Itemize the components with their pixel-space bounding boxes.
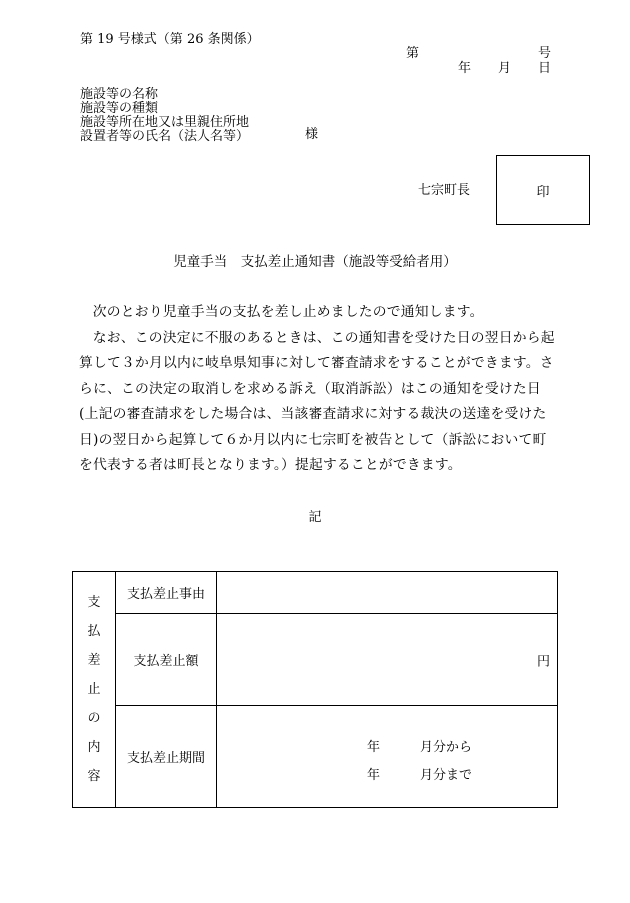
facility-address-label: 施設等所在地又は里親住所地 [80,115,250,130]
period-from-month: 月分から [420,740,473,755]
honorific: 様 [305,127,319,142]
notice-body [79,300,557,479]
amount-unit: 円 [536,654,550,669]
period-value[interactable] [217,706,558,808]
date-day-label: 日 [538,61,552,76]
operator-name-label: 設置者等の氏名（法人名等） [80,129,250,144]
section-label-vertical [73,572,116,808]
form-number: 第 19 号様式（第 26 条関係） [80,32,260,47]
reason-value[interactable] [217,572,558,614]
facility-type-label: 施設等の種類 [80,101,159,116]
facility-name-label: 施設等の名称 [80,87,159,102]
notice-paragraph-1: 次のとおり児童手当の支払を差し止めましたので通知します。 [92,304,484,320]
period-label: 支払差止期間 [116,706,217,808]
seal-box [496,155,590,225]
reason-label: 支払差止事由 [116,572,217,614]
section-char: 払 [87,624,101,639]
period-to-month: 月分まで [420,768,473,783]
recipient-info-block [80,88,249,144]
ki-heading: 記 [308,510,322,525]
date-month-label: 月 [498,61,512,76]
seal-mark: 印 [536,184,550,200]
period-from-year: 年 [367,740,381,755]
document-title: 児童手当 支払差止通知書（施設等受給者用） [173,254,457,270]
section-char: 支 [87,595,101,610]
section-char: 内 [87,740,101,755]
section-char: の [87,711,101,726]
issuer-mayor: 七宗町長 [418,183,471,198]
suspension-details-table [72,571,558,808]
document-number-label: 第 [406,46,420,61]
date-year-label: 年 [458,61,472,76]
period-to-line [367,764,472,783]
notice-paragraph-2: なお、この決定に不服のあるときは、この通知書を受けた日の翌日から起算して３か月以内に岐阜県知事に対して審査請求をすることができます。さらに、この決定の取消しを求める訴え（取消訴訟）はこの通知を受けた日(上記の審査請求をした場合は、当該審査請求に対する裁決の送達を受けた日)の翌日から起算して６か月以内に七宗町を被告として（訴訟において町を代表する者は町長となります。）提起することができます。 [79,329,555,473]
document-number-suffix: 号 [538,46,552,61]
section-char: 容 [87,769,101,784]
section-char: 差 [87,653,101,668]
amount-value[interactable] [217,614,558,706]
section-char: 止 [87,682,101,697]
period-from-line [367,736,472,755]
period-to-year: 年 [367,768,381,783]
amount-label: 支払差止額 [116,614,217,706]
